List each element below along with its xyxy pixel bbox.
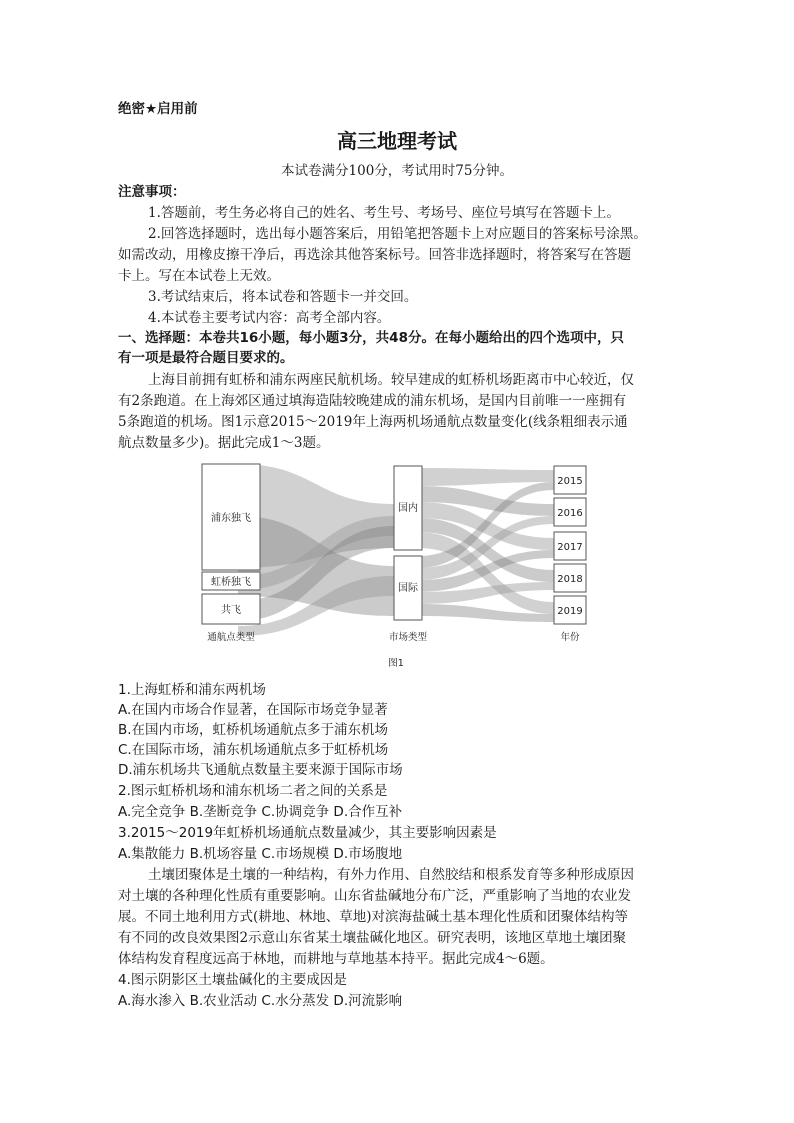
axis-label-year: 年份 — [560, 632, 580, 643]
notice-line: 4.本试卷主要考试内容：高考全部内容。 — [148, 310, 391, 326]
passage-line: 对土壤的各种理化性质有重要影响。山东省盐碱地分布广泛，严重影响了当地的农业发 — [118, 888, 631, 904]
axis-label-market: 市场类型 — [388, 632, 428, 643]
section-heading: 一、选择题：本卷共16小题，每小题3分，共48分。在每小题给出的四个选项中，只 — [118, 330, 624, 346]
question-option: A.集散能力 B.机场容量 C.市场规模 D.市场腹地 — [118, 846, 403, 862]
passage-line: 土壤团聚体是土壤的一种结构，有外力作用、自然胶结和根系发育等多种形成原因 — [148, 867, 634, 883]
mid-box-label: 国际 — [398, 583, 418, 594]
left-box-label: 虹桥独飞 — [211, 577, 251, 588]
question-option: A.在国内市场合作显著，在国际市场竞争显著 — [118, 702, 388, 718]
exam-title: 高三地理考试 — [337, 129, 457, 153]
notice-line: 如需改动，用橡皮擦干净后，再选涂其他答案标号。回答非选择题时，将答案写在答题 — [118, 247, 631, 263]
question-line: 3.2015～2019年虹桥机场通航点数量减少，其主要影响因素是 — [118, 825, 497, 841]
passage-line: 展。不同土地利用方式(耕地、林地、草地)对滨海盐碱土基本理化性质和团聚体结构等 — [118, 909, 629, 925]
year-label: 2016 — [557, 508, 583, 519]
figure-caption: 图1 — [388, 658, 404, 669]
year-label: 2019 — [557, 606, 583, 617]
passage-line: 上海目前拥有虹桥和浦东两座民航机场。较早建成的虹桥机场距离市中心较近，仅 — [148, 372, 634, 388]
axis-label-type: 通航点类型 — [207, 632, 255, 643]
question-line: 4.图示阴影区土壤盐碱化的主要成因是 — [118, 972, 347, 988]
exam-subtitle: 本试卷满分100分，考试用时75分钟。 — [281, 163, 513, 179]
year-label: 2017 — [557, 542, 583, 553]
notice-heading: 注意事项： — [118, 184, 186, 200]
question-option: A.海水渗入 B.农业活动 C.水分蒸发 D.河流影响 — [118, 993, 403, 1009]
year-label: 2018 — [557, 574, 583, 585]
passage-line: 有不同的改良效果图2示意山东省某土壤盐碱化地区。研究表明，该地区草地土壤团聚 — [118, 930, 627, 946]
confidential-label: 绝密★启用前 — [118, 101, 198, 117]
question-line: 1.上海虹桥和浦东两机场 — [118, 682, 266, 698]
left-box-label: 浦东独飞 — [211, 513, 251, 524]
question-option: B.在国内市场，虹桥机场通航点多于浦东机场 — [118, 722, 389, 738]
flow-band — [418, 468, 554, 486]
figure-1-diagram — [196, 456, 596, 678]
year-label: 2015 — [557, 476, 583, 487]
question-option: C.在国际市场，浦东机场通航点多于虹桥机场 — [118, 742, 389, 758]
question-line: 2.图示虹桥机场和浦东机场二者之间的关系是 — [118, 783, 388, 799]
passage-line: 航点数量多少)。据此完成1～3题。 — [118, 435, 330, 451]
mid-box-label: 国内 — [398, 503, 418, 514]
passage-line: 体结构发育程度远高于林地，而耕地与草地基本持平。据此完成4～6题。 — [118, 951, 554, 967]
passage-line: 有2条跑道。在上海郊区通过填海造陆较晚建成的浦东机场，是国内目前唯一一座拥有 — [118, 393, 627, 409]
section-heading: 有一项是最符合题目要求的。 — [118, 350, 294, 366]
left-box-label: 共飞 — [221, 605, 241, 616]
notice-line: 3.考试结束后，将本试卷和答题卡一并交回。 — [148, 289, 418, 305]
question-option: A.完全竞争 B.垄断竞争 C.协调竞争 D.合作互补 — [118, 804, 403, 820]
notice-line: 2.回答选择题时，选出每小题答案后，用铅笔把答题卡上对应题目的答案标号涂黑。 — [148, 226, 647, 242]
notice-line: 1.答题前，考生务必将自己的姓名、考生号、考场号、座位号填写在答题卡上。 — [148, 205, 620, 221]
notice-line: 卡上。写在本试卷上无效。 — [118, 268, 280, 284]
passage-line: 5条跑道的机场。图1示意2015～2019年上海两机场通航点数量变化(线条粗细表示通 — [118, 414, 628, 430]
question-option: D.浦东机场共飞通航点数量主要来源于国际市场 — [118, 762, 403, 778]
